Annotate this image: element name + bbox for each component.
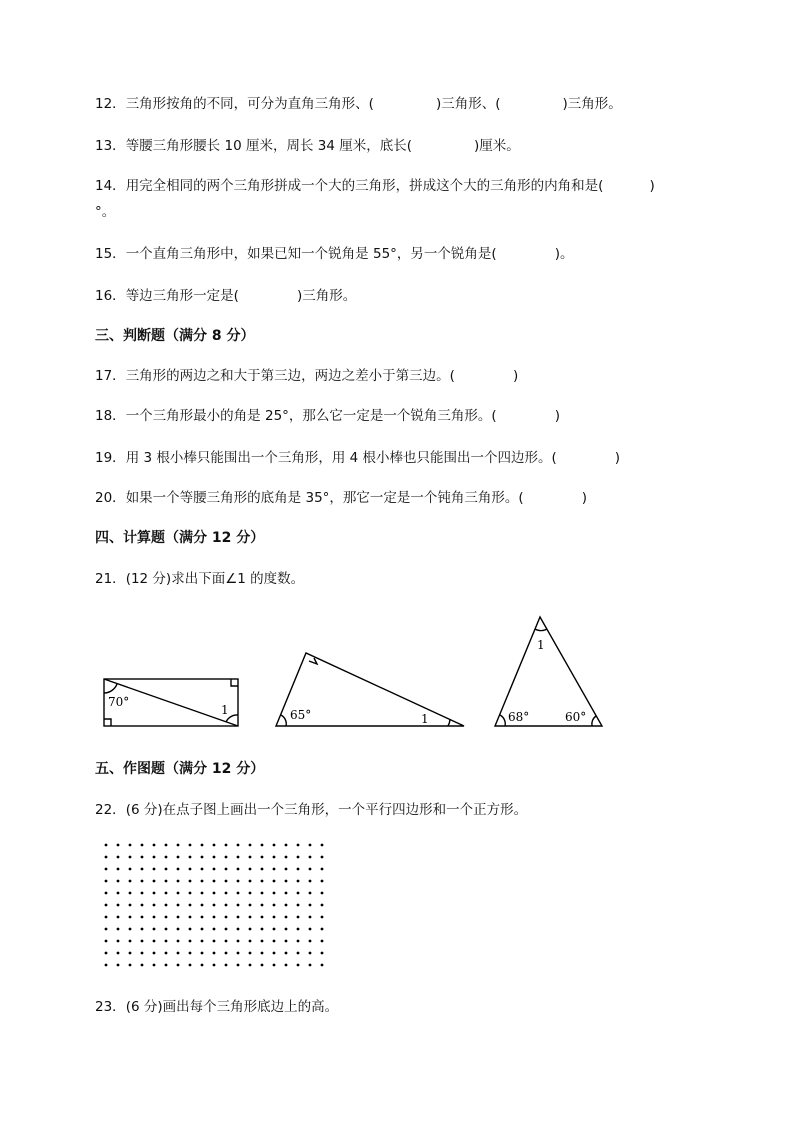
grid-dot[interactable] [285, 916, 288, 919]
grid-dot[interactable] [141, 892, 144, 895]
grid-dot[interactable] [237, 844, 240, 847]
grid-dot[interactable] [225, 952, 228, 955]
grid-dot[interactable] [261, 952, 264, 955]
grid-dot[interactable] [117, 964, 120, 967]
grid-dot[interactable] [213, 964, 216, 967]
grid-dot[interactable] [189, 952, 192, 955]
angle-arc [448, 719, 450, 726]
grid-dot[interactable] [237, 952, 240, 955]
grid-dot[interactable] [237, 868, 240, 871]
grid-dot[interactable] [165, 952, 168, 955]
grid-dot[interactable] [249, 892, 252, 895]
grid-dot[interactable] [309, 964, 312, 967]
grid-dot[interactable] [189, 844, 192, 847]
section-heading-drawing: 五、作图题（满分 12 分） [95, 761, 265, 777]
grid-dot[interactable] [225, 904, 228, 907]
angle-arc [104, 684, 117, 693]
grid-dot[interactable] [189, 856, 192, 859]
grid-dot[interactable] [261, 940, 264, 943]
grid-dot[interactable] [225, 880, 228, 883]
grid-dot[interactable] [165, 940, 168, 943]
grid-dot[interactable] [177, 892, 180, 895]
grid-dot[interactable] [249, 952, 252, 955]
grid-dot[interactable] [165, 844, 168, 847]
grid-dot[interactable] [177, 844, 180, 847]
grid-dot[interactable] [285, 892, 288, 895]
grid-dot[interactable] [141, 940, 144, 943]
grid-dot[interactable] [249, 880, 252, 883]
grid-dot[interactable] [165, 868, 168, 871]
grid-dot[interactable] [117, 880, 120, 883]
grid-dot[interactable] [261, 880, 264, 883]
grid-dot[interactable] [273, 964, 276, 967]
grid-dot[interactable] [129, 844, 132, 847]
grid-dot[interactable] [201, 892, 204, 895]
grid-dot[interactable] [249, 940, 252, 943]
grid-dot[interactable] [153, 928, 156, 931]
grid-dot[interactable] [309, 868, 312, 871]
grid-dot[interactable] [177, 928, 180, 931]
grid-dot[interactable] [213, 904, 216, 907]
grid-dot[interactable] [129, 904, 132, 907]
grid-dot[interactable] [225, 868, 228, 871]
right-angle-mark [231, 679, 238, 686]
question-13: 13．等腰三角形腰长 10 厘米，周长 34 厘米，底长( )厘米。 [95, 138, 520, 154]
grid-dot[interactable] [225, 892, 228, 895]
question-23: 23．(6 分)画出每个三角形底边上的高。 [95, 999, 339, 1015]
grid-dot[interactable] [225, 928, 228, 931]
grid-dot[interactable] [321, 916, 324, 919]
grid-dot[interactable] [177, 856, 180, 859]
grid-dot[interactable] [105, 964, 108, 967]
grid-dot[interactable] [297, 916, 300, 919]
grid-dot[interactable] [297, 964, 300, 967]
question-18: 18．一个三角形最小的角是 25°，那么它一定是一个锐角三角形。( ) [95, 408, 560, 424]
grid-dot[interactable] [237, 892, 240, 895]
grid-dot[interactable] [201, 904, 204, 907]
grid-dot[interactable] [321, 880, 324, 883]
grid-dot[interactable] [105, 916, 108, 919]
grid-dot[interactable] [201, 880, 204, 883]
grid-dot[interactable] [237, 928, 240, 931]
grid-dot[interactable] [153, 868, 156, 871]
grid-dot[interactable] [141, 952, 144, 955]
grid-dot[interactable] [201, 964, 204, 967]
grid-dot[interactable] [189, 868, 192, 871]
grid-dot[interactable] [273, 928, 276, 931]
grid-dot[interactable] [297, 952, 300, 955]
grid-dot[interactable] [237, 940, 240, 943]
angle-label-60: 60° [565, 710, 587, 724]
grid-dot[interactable] [129, 964, 132, 967]
grid-dot[interactable] [165, 928, 168, 931]
grid-dot[interactable] [249, 964, 252, 967]
grid-dot[interactable] [105, 952, 108, 955]
grid-dot[interactable] [261, 868, 264, 871]
grid-dot[interactable] [249, 844, 252, 847]
grid-dot[interactable] [285, 904, 288, 907]
angle-arc [592, 716, 596, 726]
question-15: 15．一个直角三角形中，如果已知一个锐角是 55°，另一个锐角是( )。 [95, 246, 574, 262]
grid-dot[interactable] [177, 880, 180, 883]
grid-dot[interactable] [189, 916, 192, 919]
grid-dot[interactable] [117, 916, 120, 919]
grid-dot[interactable] [237, 856, 240, 859]
grid-dot[interactable] [321, 904, 324, 907]
grid-dot[interactable] [213, 940, 216, 943]
grid-dot[interactable] [249, 916, 252, 919]
grid-dot[interactable] [321, 928, 324, 931]
grid-dot[interactable] [177, 868, 180, 871]
angle-arc [535, 629, 547, 631]
grid-dot[interactable] [249, 904, 252, 907]
grid-dot[interactable] [141, 844, 144, 847]
question-22: 22．(6 分)在点子图上画出一个三角形，一个平行四边形和一个正方形。 [95, 802, 528, 818]
grid-dot[interactable] [237, 964, 240, 967]
grid-dot[interactable] [153, 892, 156, 895]
grid-dot[interactable] [297, 844, 300, 847]
grid-dot[interactable] [309, 940, 312, 943]
angle-label-65: 65° [290, 708, 312, 722]
grid-dot[interactable] [105, 904, 108, 907]
grid-dot[interactable] [117, 904, 120, 907]
grid-dot[interactable] [273, 940, 276, 943]
angle-figures [0, 600, 794, 740]
angle-label-1: 1 [421, 712, 429, 726]
grid-dot[interactable] [285, 856, 288, 859]
grid-dot[interactable] [141, 868, 144, 871]
grid-dot[interactable] [225, 964, 228, 967]
grid-dot[interactable] [141, 916, 144, 919]
grid-dot[interactable] [201, 844, 204, 847]
grid-dot[interactable] [189, 928, 192, 931]
grid-dot[interactable] [129, 880, 132, 883]
angle-arc [281, 715, 286, 726]
grid-dot[interactable] [273, 916, 276, 919]
grid-dot[interactable] [177, 964, 180, 967]
grid-dot[interactable] [225, 844, 228, 847]
grid-dot[interactable] [201, 856, 204, 859]
grid-dot[interactable] [165, 880, 168, 883]
grid-dot[interactable] [309, 904, 312, 907]
grid-dot[interactable] [309, 892, 312, 895]
grid-dot[interactable] [261, 964, 264, 967]
grid-dot[interactable] [105, 928, 108, 931]
grid-dot[interactable] [201, 916, 204, 919]
grid-dot[interactable] [237, 916, 240, 919]
angle-label-70: 70° [108, 695, 130, 709]
grid-dot[interactable] [153, 856, 156, 859]
angle-label-68: 68° [508, 710, 530, 724]
grid-dot[interactable] [273, 844, 276, 847]
angle-label-1: 1 [537, 638, 545, 652]
grid-dot[interactable] [117, 940, 120, 943]
grid-dot[interactable] [225, 916, 228, 919]
grid-dot[interactable] [273, 892, 276, 895]
grid-dot[interactable] [153, 940, 156, 943]
grid-dot[interactable] [177, 952, 180, 955]
grid-dot[interactable] [213, 856, 216, 859]
grid-dot[interactable] [105, 940, 108, 943]
grid-dot[interactable] [273, 856, 276, 859]
grid-dot[interactable] [153, 964, 156, 967]
grid-dot[interactable] [321, 856, 324, 859]
grid-dot[interactable] [321, 964, 324, 967]
grid-dot[interactable] [189, 880, 192, 883]
grid-dot[interactable] [237, 880, 240, 883]
grid-dot[interactable] [105, 892, 108, 895]
grid-dot[interactable] [129, 928, 132, 931]
grid-dot[interactable] [285, 940, 288, 943]
grid-dot[interactable] [297, 940, 300, 943]
grid-dot[interactable] [285, 844, 288, 847]
grid-dot[interactable] [261, 844, 264, 847]
grid-dot[interactable] [201, 928, 204, 931]
grid-dot[interactable] [105, 868, 108, 871]
section-heading-calculation: 四、计算题（满分 12 分） [95, 530, 265, 546]
grid-dot[interactable] [141, 964, 144, 967]
grid-dot[interactable] [141, 880, 144, 883]
grid-dot[interactable] [213, 844, 216, 847]
grid-dot[interactable] [201, 868, 204, 871]
grid-dot[interactable] [213, 880, 216, 883]
grid-dot[interactable] [261, 856, 264, 859]
grid-dot[interactable] [297, 868, 300, 871]
grid-dot[interactable] [261, 916, 264, 919]
grid-dot[interactable] [153, 880, 156, 883]
grid-dot[interactable] [285, 952, 288, 955]
grid-dot[interactable] [117, 952, 120, 955]
grid-dot[interactable] [249, 868, 252, 871]
grid-dot[interactable] [297, 856, 300, 859]
grid-dot[interactable] [297, 892, 300, 895]
grid-dot[interactable] [165, 916, 168, 919]
grid-dot[interactable] [117, 856, 120, 859]
grid-dot[interactable] [309, 928, 312, 931]
question-14-cont: °。 [95, 204, 116, 220]
right-angle-mark [309, 658, 317, 664]
grid-dot[interactable] [213, 928, 216, 931]
question-12: 12．三角形按角的不同，可分为直角三角形、( )三角形、( )三角形。 [95, 96, 622, 112]
grid-dot[interactable] [213, 892, 216, 895]
grid-dot[interactable] [213, 868, 216, 871]
angle-label-1: 1 [221, 703, 229, 717]
grid-dot[interactable] [213, 952, 216, 955]
grid-dot[interactable] [129, 856, 132, 859]
grid-dot[interactable] [141, 856, 144, 859]
grid-dot[interactable] [249, 928, 252, 931]
grid-dot[interactable] [237, 904, 240, 907]
grid-dot[interactable] [321, 940, 324, 943]
grid-dot[interactable] [285, 964, 288, 967]
grid-dot[interactable] [129, 940, 132, 943]
grid-dot[interactable] [177, 904, 180, 907]
grid-dot[interactable] [129, 952, 132, 955]
grid-dot[interactable] [201, 940, 204, 943]
grid-dot[interactable] [273, 904, 276, 907]
right-angle-mark [104, 719, 111, 726]
grid-dot[interactable] [285, 868, 288, 871]
grid-dot[interactable] [261, 904, 264, 907]
grid-dot[interactable] [309, 952, 312, 955]
grid-dot[interactable] [213, 916, 216, 919]
grid-dot[interactable] [129, 916, 132, 919]
grid-dot[interactable] [165, 856, 168, 859]
grid-dot[interactable] [285, 928, 288, 931]
grid-dot[interactable] [189, 940, 192, 943]
grid-dot[interactable] [177, 940, 180, 943]
question-16: 16．等边三角形一定是( )三角形。 [95, 288, 357, 304]
grid-dot[interactable] [141, 904, 144, 907]
grid-dot[interactable] [273, 868, 276, 871]
grid-dot[interactable] [321, 952, 324, 955]
grid-dot[interactable] [189, 904, 192, 907]
question-20: 20．如果一个等腰三角形的底角是 35°，那它一定是一个钝角三角形。( ) [95, 490, 587, 506]
grid-dot[interactable] [129, 892, 132, 895]
grid-dot[interactable] [201, 952, 204, 955]
grid-dot[interactable] [261, 892, 264, 895]
grid-dot[interactable] [225, 856, 228, 859]
grid-dot[interactable] [165, 904, 168, 907]
grid-dot[interactable] [105, 856, 108, 859]
grid-dot[interactable] [117, 928, 120, 931]
dot-grid[interactable] [100, 840, 332, 972]
grid-dot[interactable] [297, 880, 300, 883]
grid-dot[interactable] [261, 928, 264, 931]
grid-dot[interactable] [105, 880, 108, 883]
section-heading-judgement: 三、判断题（满分 8 分） [95, 328, 255, 344]
question-19: 19．用 3 根小棒只能围出一个三角形，用 4 根小棒也只能围出一个四边形。( ) [95, 450, 621, 466]
grid-dot[interactable] [117, 892, 120, 895]
angle-arc [500, 715, 505, 726]
grid-dot[interactable] [225, 940, 228, 943]
grid-dot[interactable] [153, 952, 156, 955]
grid-dot[interactable] [141, 928, 144, 931]
grid-dot[interactable] [297, 928, 300, 931]
grid-dot[interactable] [321, 868, 324, 871]
grid-dot[interactable] [273, 952, 276, 955]
grid-dot[interactable] [117, 844, 120, 847]
grid-dot[interactable] [165, 964, 168, 967]
grid-dot[interactable] [189, 964, 192, 967]
grid-dot[interactable] [249, 856, 252, 859]
grid-dot[interactable] [153, 904, 156, 907]
grid-dot[interactable] [165, 892, 168, 895]
grid-dot[interactable] [177, 916, 180, 919]
grid-dot[interactable] [309, 880, 312, 883]
grid-dot[interactable] [129, 868, 132, 871]
grid-dot[interactable] [189, 892, 192, 895]
grid-dot[interactable] [309, 844, 312, 847]
grid-dot[interactable] [321, 844, 324, 847]
grid-dot[interactable] [309, 856, 312, 859]
grid-dot[interactable] [321, 892, 324, 895]
grid-dot[interactable] [309, 916, 312, 919]
question-14: 14．用完全相同的两个三角形拼成一个大的三角形，拼成这个大的三角形的内角和是( ) [95, 178, 655, 194]
grid-dot[interactable] [297, 904, 300, 907]
grid-dot[interactable] [117, 868, 120, 871]
question-17: 17．三角形的两边之和大于第三边，两边之差小于第三边。( ) [95, 368, 519, 384]
grid-dot[interactable] [153, 844, 156, 847]
grid-dot[interactable] [105, 844, 108, 847]
grid-dot[interactable] [273, 880, 276, 883]
question-21: 21．(12 分)求出下面∠1 的度数。 [95, 571, 305, 587]
grid-dot[interactable] [285, 880, 288, 883]
grid-dot[interactable] [153, 916, 156, 919]
